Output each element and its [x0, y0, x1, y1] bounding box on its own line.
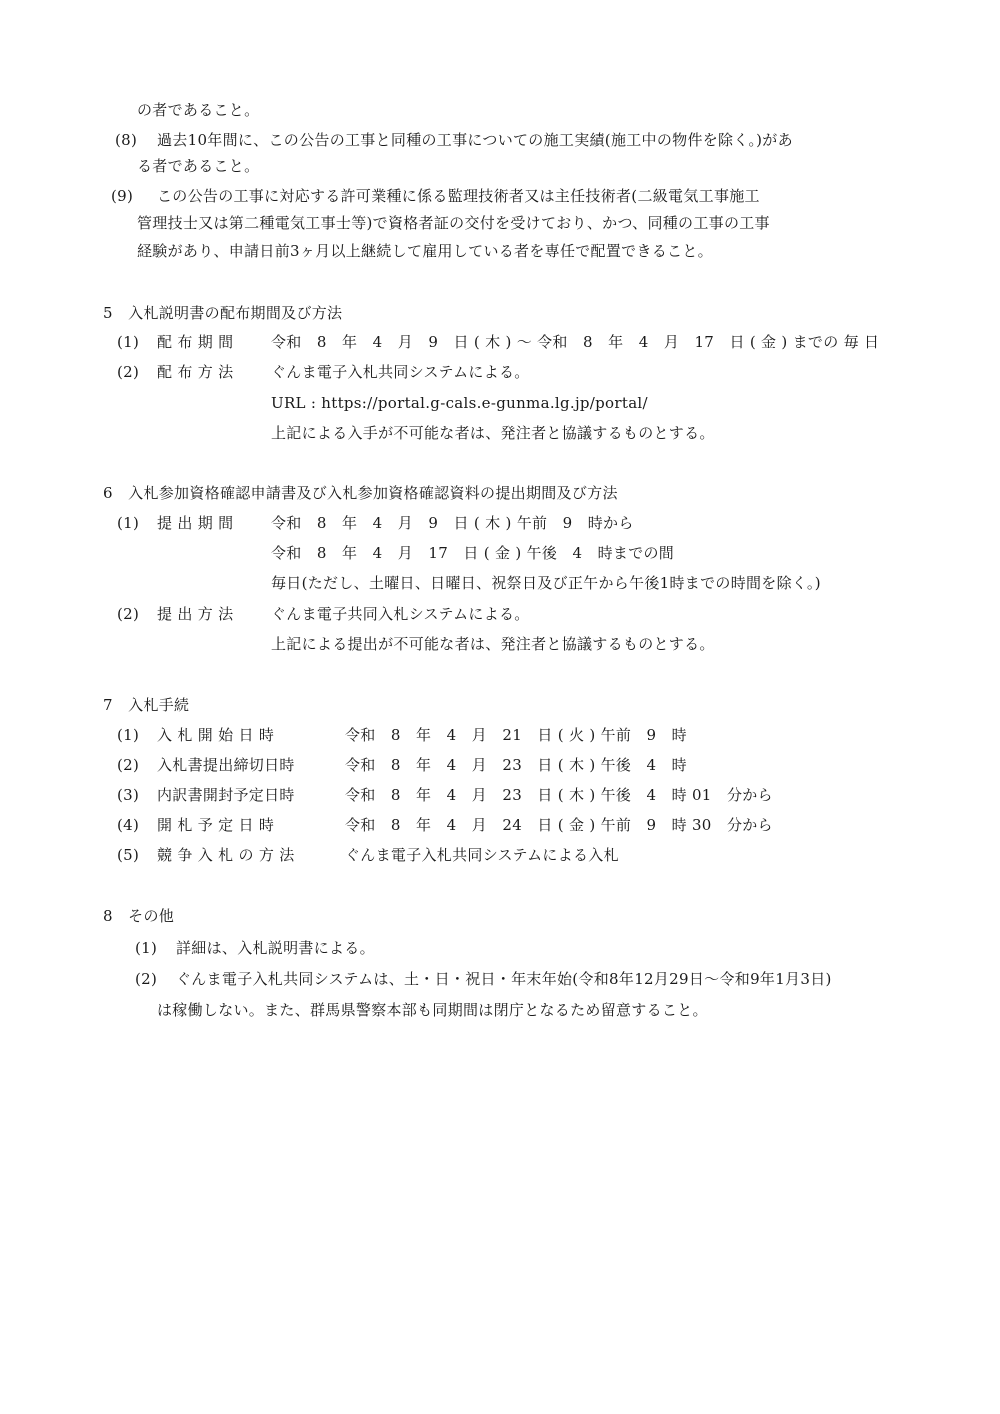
- s7-item-label: 入札書提出締切日時: [157, 756, 295, 774]
- s6-item-1-value-3: 毎日(ただし、土曜日、日曜日、祝祭日及び正午から午後1時までの時間を除く。): [271, 574, 821, 592]
- s7-item-value: 令和 8 年 4 月 21 日 ( 火 ) 午前 9 時: [345, 726, 687, 744]
- s8-item-1-number: (1): [135, 939, 158, 957]
- section-5-heading: 5 入札説明書の配布期間及び方法: [103, 304, 343, 322]
- item-9-line-2: 管理技士又は第二種電気工事士等)で資格者証の交付を受けており、かつ、同種の工事の工事: [137, 214, 770, 232]
- s6-item-2-value: ぐんま電子共同入札システムによる。: [271, 605, 530, 623]
- item-7-continuation: の者であること。: [137, 101, 260, 119]
- section-8-heading: 8 その他: [103, 907, 175, 925]
- s5-item-2-label: 配 布 方 法: [157, 363, 234, 381]
- item-9-line-3: 経験があり、申請日前3ヶ月以上継続して雇用している者を専任で配置できること。: [137, 242, 713, 260]
- s5-item-2-value: ぐんま電子入札共同システムによる。: [271, 363, 530, 381]
- s5-url: URL : https://portal.g-cals.e-gunma.lg.jp/portal/: [271, 394, 648, 412]
- s6-item-2-label: 提 出 方 法: [157, 605, 234, 623]
- s7-item-number: (1): [117, 726, 140, 744]
- s7-item-number: (5): [117, 846, 140, 864]
- item-8-number: (8): [115, 131, 138, 149]
- s7-item-number: (3): [117, 786, 140, 804]
- item-9-number: (9): [111, 187, 134, 205]
- s5-note: 上記による入手が不可能な者は、発注者と協議するものとする。: [271, 424, 715, 442]
- s8-item-2-line-1: ぐんま電子入札共同システムは、土・日・祝日・年末年始(令和8年12月29日～令和9年1月3日): [176, 970, 832, 988]
- s7-item-label: 内訳書開封予定日時: [157, 786, 295, 804]
- s5-item-1-number: (1): [117, 333, 140, 351]
- s7-item-value: ぐんま電子入札共同システムによる入札: [345, 846, 619, 864]
- s7-item-label: 開 札 予 定 日 時: [157, 816, 275, 834]
- s6-item-2-number: (2): [117, 605, 140, 623]
- s6-item-1-number: (1): [117, 514, 140, 532]
- s7-item-value: 令和 8 年 4 月 23 日 ( 木 ) 午後 4 時 01 分から: [345, 786, 773, 804]
- s5-item-1-value: 令和 8 年 4 月 9 日 ( 木 ) ～ 令和 8 年 4 月 17 日 ( 金 ) までの 毎 日: [271, 333, 880, 351]
- s7-item-label: 入 札 開 始 日 時: [157, 726, 275, 744]
- item-8-line-2: る者であること。: [137, 157, 260, 175]
- s6-item-1-label: 提 出 期 間: [157, 514, 234, 532]
- s5-item-2-number: (2): [117, 363, 140, 381]
- item-9-line-1: この公告の工事に対応する許可業種に係る監理技術者又は主任技術者(二級電気工事施工: [157, 187, 760, 205]
- s6-note: 上記による提出が不可能な者は、発注者と協議するものとする。: [271, 635, 715, 653]
- s8-item-2-number: (2): [135, 970, 158, 988]
- s6-item-1-value-2: 令和 8 年 4 月 17 日 ( 金 ) 午後 4 時までの間: [271, 544, 675, 562]
- s7-item-number: (4): [117, 816, 140, 834]
- s7-item-number: (2): [117, 756, 140, 774]
- item-8-line-1: 過去10年間に、この公告の工事と同種の工事についての施工実績(施工中の物件を除く。)があ: [157, 131, 793, 149]
- s8-item-1-text: 詳細は、入札説明書による。: [176, 939, 375, 957]
- s6-item-1-value-1: 令和 8 年 4 月 9 日 ( 木 ) 午前 9 時から: [271, 514, 634, 532]
- section-6-heading: 6 入札参加資格確認申請書及び入札参加資格確認資料の提出期間及び方法: [103, 484, 618, 502]
- s7-item-value: 令和 8 年 4 月 23 日 ( 木 ) 午後 4 時: [345, 756, 687, 774]
- section-7-heading: 7 入札手続: [103, 696, 190, 714]
- s8-item-2-line-2: は稼働しない。また、群馬県警察本部も同期間は閉庁となるため留意すること。: [157, 1001, 708, 1019]
- s7-item-value: 令和 8 年 4 月 24 日 ( 金 ) 午前 9 時 30 分から: [345, 816, 773, 834]
- s5-item-1-label: 配 布 期 間: [157, 333, 234, 351]
- s7-item-label: 競 争 入 札 の 方 法: [157, 846, 295, 864]
